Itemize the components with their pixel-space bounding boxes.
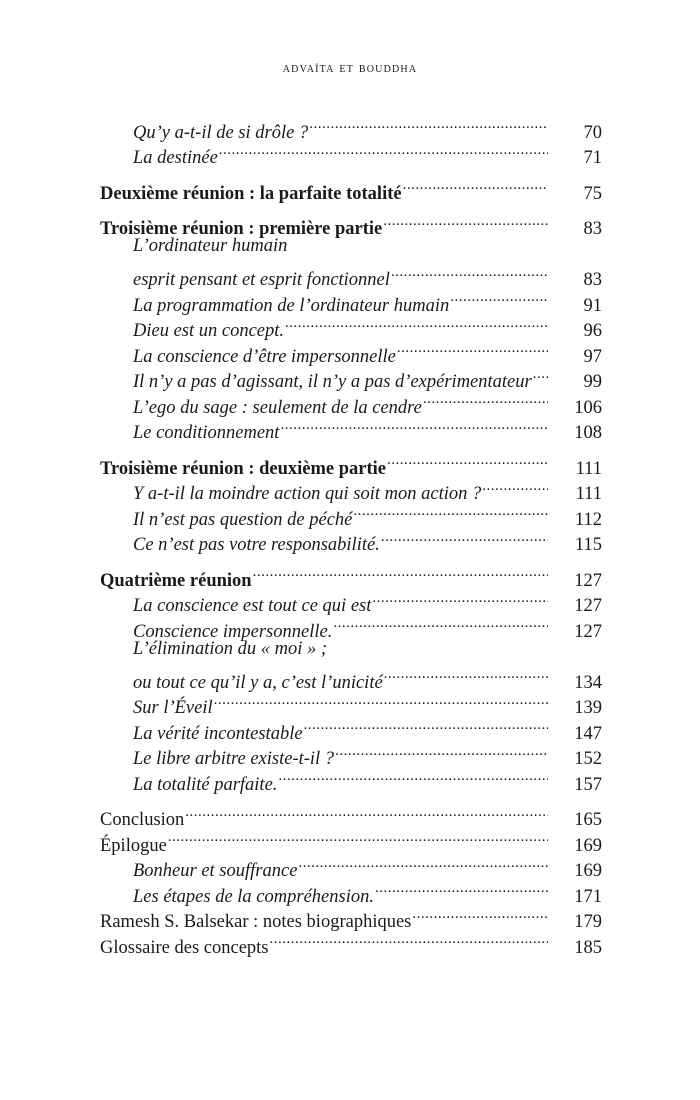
dot-leader xyxy=(533,362,548,388)
toc-entry-page: 139 xyxy=(574,698,602,718)
toc-section-page: 111 xyxy=(575,458,602,479)
toc-entry-title: Bonheur et souffrance xyxy=(133,861,298,881)
dot-leader xyxy=(383,209,548,235)
toc-entry-page: 71 xyxy=(583,148,602,168)
toc-entry-page: 112 xyxy=(574,509,602,530)
dot-leader xyxy=(482,474,548,500)
toc-entry-title: esprit pensant et esprit fonctionnel xyxy=(133,270,390,290)
dot-leader xyxy=(381,525,548,551)
toc-entry-page: 127 xyxy=(574,596,602,616)
toc-entry-title: Sur l’Éveil xyxy=(133,698,213,718)
toc-section-page: 179 xyxy=(574,912,602,932)
toc-entry xyxy=(100,851,602,881)
toc-entry-page: 152 xyxy=(574,749,602,769)
toc-section-page: 75 xyxy=(583,183,602,204)
toc-entry-title: Conscience impersonnelle. xyxy=(133,621,333,642)
toc-section-page: 127 xyxy=(574,570,602,591)
toc-entry-page: 171 xyxy=(574,886,602,907)
toc-entry xyxy=(100,637,602,663)
dot-leader xyxy=(214,688,548,714)
toc-entry-page: 127 xyxy=(574,621,602,642)
dot-leader xyxy=(253,560,548,586)
toc-section xyxy=(100,173,602,204)
toc-entry-page: 111 xyxy=(575,484,602,504)
toc-entry-page: 91 xyxy=(583,295,602,316)
toc-entry-title: Le conditionnement xyxy=(133,423,280,443)
dot-leader xyxy=(285,311,548,337)
dot-leader xyxy=(304,713,548,739)
toc-section-page: 165 xyxy=(574,810,602,830)
toc-entry-title: La vérité incontestable xyxy=(133,723,303,744)
toc-section xyxy=(100,209,602,239)
dot-leader xyxy=(391,260,548,286)
dot-leader xyxy=(219,138,548,164)
toc-entry-title: La conscience d’être impersonnelle xyxy=(133,346,396,367)
toc-entry-page: 157 xyxy=(574,774,602,795)
toc-entry-title: Le libre arbitre existe-t-il ? xyxy=(133,749,335,769)
toc-entry-page: 106 xyxy=(574,397,602,418)
dot-leader xyxy=(333,611,548,637)
toc-entry-title: Il n’y a pas d’agissant, il n’y a pas d’expérimentateur xyxy=(133,372,532,392)
dot-leader xyxy=(168,825,548,851)
toc-entry xyxy=(100,662,602,693)
toc-entry-page: 96 xyxy=(583,321,602,341)
running-head: advaïta et bouddha xyxy=(282,60,418,76)
dot-leader xyxy=(185,800,548,826)
toc-entry-page: 97 xyxy=(583,346,602,367)
toc-section-title: Épilogue xyxy=(100,835,167,856)
toc-entry-title: La conscience est tout ce qui est xyxy=(133,596,372,616)
dot-leader xyxy=(280,413,548,439)
toc-entry-title: La programmation de l’ordinateur humain xyxy=(133,295,450,316)
toc-entry-title: La totalité parfaite. xyxy=(133,774,278,795)
toc-section-page: 169 xyxy=(574,835,602,856)
dot-leader xyxy=(270,927,548,953)
toc-entry-page: 169 xyxy=(574,861,602,881)
dot-leader xyxy=(397,336,548,362)
toc-entry-page: 115 xyxy=(574,535,602,555)
toc-entry-title: Ce n’est pas votre responsabilité. xyxy=(133,535,380,555)
toc-entry-title: Les étapes de la compréhension. xyxy=(133,886,374,907)
dot-leader xyxy=(423,387,548,413)
dot-leader xyxy=(375,876,548,902)
dot-leader xyxy=(450,285,548,311)
toc-section-page: 185 xyxy=(574,937,602,958)
toc-entry-title: L’élimination du « moi » ; xyxy=(133,638,328,659)
toc-entry-title: L’ego du sage : seulement de la cendre xyxy=(133,397,422,418)
dot-leader xyxy=(403,173,548,199)
toc-entry xyxy=(100,260,602,290)
toc-entry-page: 108 xyxy=(574,423,602,443)
toc-entry-page: 134 xyxy=(574,672,602,693)
dot-leader xyxy=(353,499,548,525)
toc-section xyxy=(100,448,602,479)
dot-leader xyxy=(384,662,548,688)
toc-section-page: 83 xyxy=(583,219,602,239)
table-of-contents xyxy=(100,112,602,958)
toc-section-title: Ramesh S. Balsekar : notes biographiques xyxy=(100,912,412,932)
toc-entry-title: ou tout ce qu’il y a, c’est l’unicité xyxy=(133,672,383,693)
toc-section xyxy=(100,800,602,830)
toc-entry-title: Y a-t-il la moindre action qui soit mon action ? xyxy=(133,484,482,504)
dot-leader xyxy=(309,112,548,138)
dot-leader xyxy=(335,739,548,765)
dot-leader xyxy=(372,586,548,612)
dot-leader xyxy=(298,851,548,877)
toc-section xyxy=(100,825,602,856)
toc-entry-page: 147 xyxy=(574,723,602,744)
toc-entry-title: La destinée xyxy=(133,148,218,168)
toc-section-title: Quatrième réunion xyxy=(100,570,252,591)
dot-leader xyxy=(278,764,548,790)
toc-entry-page: 83 xyxy=(583,270,602,290)
dot-leader xyxy=(412,902,548,928)
toc-section-title: Troisième réunion : deuxième partie xyxy=(100,458,387,479)
toc-entry-title: L’ordinateur humain xyxy=(133,236,288,256)
toc-section-title: Deuxième réunion : la parfaite totalité xyxy=(100,183,402,204)
toc-section-title: Conclusion xyxy=(100,810,185,830)
dot-leader xyxy=(387,448,548,474)
toc-entry xyxy=(100,112,602,143)
toc-section xyxy=(100,560,602,591)
toc-entry-title: Il n’est pas question de péché xyxy=(133,509,353,530)
toc-entry-page: 70 xyxy=(583,122,602,143)
toc-entry-title: Qu’y a-t-il de si drôle ? xyxy=(133,122,309,143)
toc-entry-page: 99 xyxy=(583,372,602,392)
toc-section-title: Troisième réunion : première partie xyxy=(100,219,383,239)
toc-section-title: Glossaire des concepts xyxy=(100,937,269,958)
toc-entry-title: Dieu est un concept. xyxy=(133,321,285,341)
